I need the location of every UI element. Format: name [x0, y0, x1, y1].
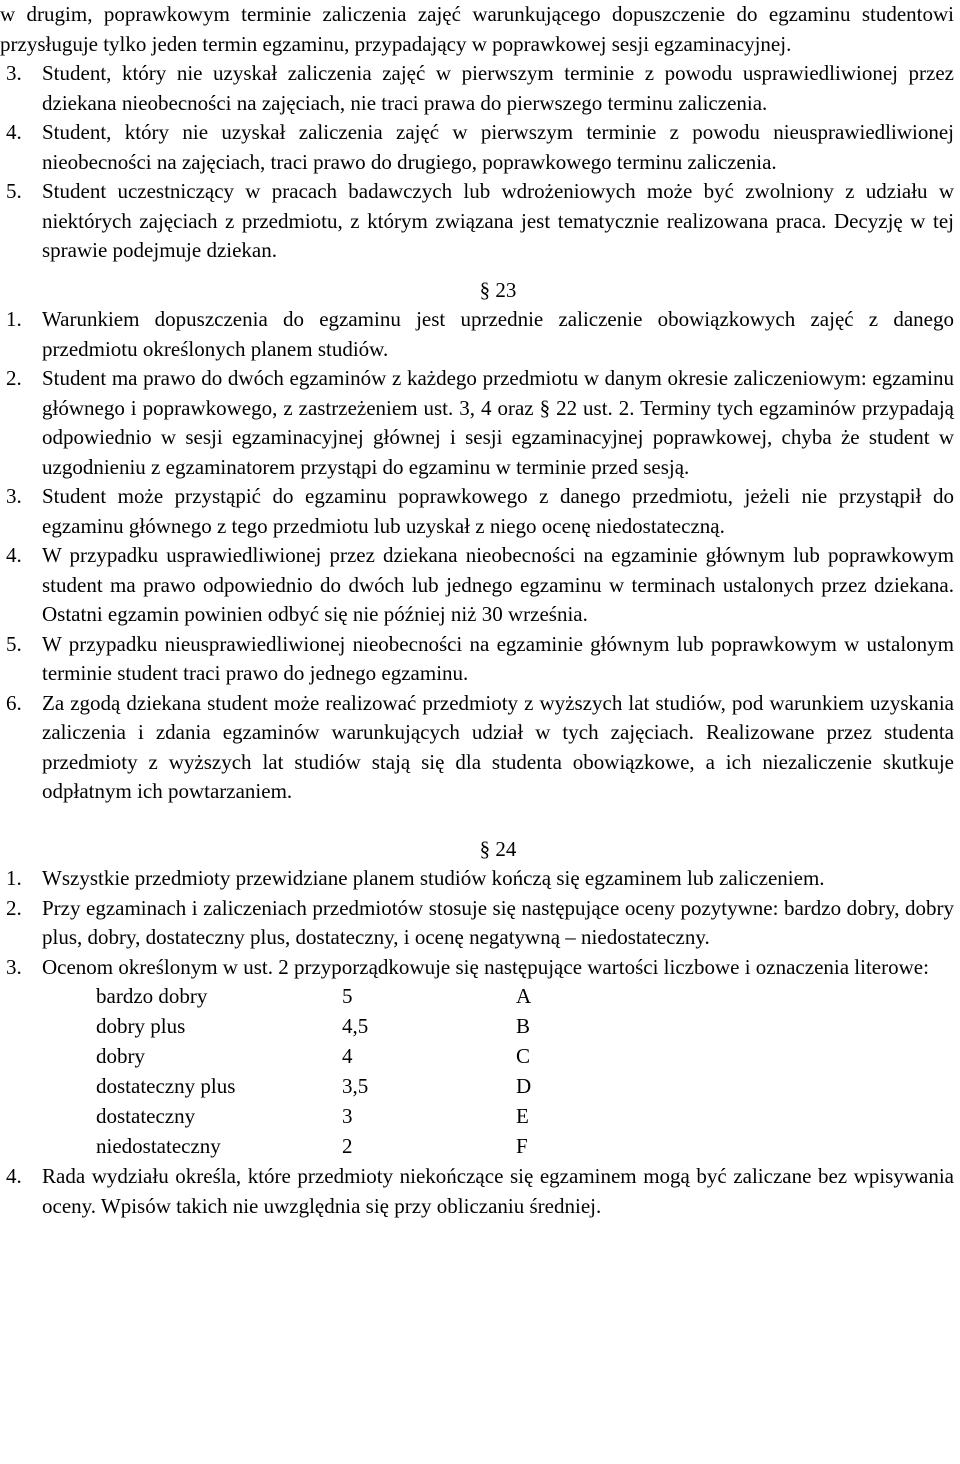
grade-name: dobry plus — [96, 1014, 186, 1038]
grade-letter: D — [516, 1074, 532, 1098]
item-number: 5. — [6, 631, 22, 656]
grade-value: 5 — [342, 984, 353, 1008]
item-text: W przypadku usprawiedliwionej przez dziekana nieobecności na egzaminie głównym lub poprawkowym student ma prawo odpowiednio do dwóch lub jednego egzaminu w terminach ustalonych przez dziekana. Ostatni egzamin powinien odbyć się nie później niż 30 września. — [42, 543, 954, 626]
list-item — [6, 1162, 954, 1221]
list-item — [6, 689, 954, 807]
item-number: 4. — [6, 120, 22, 144]
list-item — [6, 364, 954, 482]
item-text: Za zgodą dziekana student może realizować przedmioty z wyższych lat studiów, pod warunkiem uzyskania zaliczenia i zdania egzaminów warunkujących udział w tych zajęciach. Realizowane przez studenta przedmioty z wyższych lat studiów stają się dla studenta obowiązkowe, a ich niezaliczenie skutkuje odpłatnym ich powtarzaniem. — [42, 690, 954, 803]
grade-letter: F — [516, 1134, 528, 1158]
item-number: 1. — [6, 866, 22, 890]
list-item — [6, 118, 954, 177]
grade-name: bardzo dobry — [96, 984, 208, 1008]
item-text: Ocenom określonym w ust. 2 przyporządkowuje się następujące wartości liczbowe i oznaczenia literowe: — [42, 954, 929, 979]
grade-value: 4 — [342, 1044, 353, 1068]
item-text: Rada wydziału określa, które przedmioty niekończące się egzaminem mogą być zaliczane bez wpisywania oceny. Wpisów takich nie uwzględnia się przy obliczaniu średniej. — [42, 1164, 954, 1218]
item-text: Student uczestniczący w pracach badawczych lub wdrożeniowych może być zwolniony z udziału w niektórych zajęciach z przedmiotu, z którym związana jest tematycznie realizowana praca. Decyzję w tej sprawie podejmuje dziekan. — [42, 179, 954, 262]
list-item — [6, 305, 954, 364]
item-number: 5. — [6, 179, 22, 203]
item-text: Warunkiem dopuszczenia do egzaminu jest uprzednie zaliczenie obowiązkowych zajęć z danego przedmiotu określonych planem studiów. — [42, 307, 954, 361]
grade-name: dobry — [96, 1044, 145, 1068]
grade-name: niedostateczny — [96, 1134, 221, 1158]
paragraph-block-22 — [6, 59, 954, 266]
item-number: 3. — [6, 484, 22, 508]
grade-value: 4,5 — [342, 1014, 369, 1038]
list-item — [6, 177, 954, 266]
item-text: Student może przystąpić do egzaminu poprawkowego z danego przedmiotu, jeżeli nie przystąpił do egzaminu głównego z tego przedmiotu lub uzyskał z niego ocenę niedostateczną. — [42, 484, 954, 538]
item-text: Przy egzaminach i zaliczeniach przedmiotów stosuje się następujące oceny pozytywne: bardzo dobry, dobry plus, dobry, dostateczny plus, dostateczny, i ocenę negatywną – niedostateczny. — [42, 895, 954, 949]
item-text: Student ma prawo do dwóch egzaminów z każdego przedmiotu w danym okresie zaliczeniowym: egzaminu głównego i poprawkowego, z zastrzeżeniem ust. 3, 4 oraz § 22 ust. 2. Terminy tych egzaminów przypadają odpowiednio w sesji egzaminacyjnej głównej i sesji egzaminacyjnej poprawkowej, chyba że student w uzgodnieniu z egzaminatorem przystąpi do egzaminu w terminie przed sesją. — [42, 366, 954, 479]
paragraph-block-24 — [6, 864, 954, 1221]
grade-letter: E — [516, 1104, 529, 1128]
list-item — [6, 482, 954, 541]
grade-name: dostateczny plus — [96, 1074, 236, 1098]
grade-name: dostateczny — [96, 1104, 196, 1128]
item-number: 2. — [6, 895, 22, 920]
table-row — [96, 1072, 576, 1102]
item-text: Student, który nie uzyskał zaliczenia zajęć w pierwszym terminie z powodu usprawiedliwionej przez dziekana nieobecności na zajęciach, nie traci prawa do pierwszego terminu zaliczenia. — [42, 61, 954, 115]
item-number: 4. — [6, 1164, 22, 1188]
item-number: 1. — [6, 307, 22, 331]
grade-letter: B — [516, 1014, 531, 1038]
item-text: Student, który nie uzyskał zaliczenia zajęć w pierwszym terminie z powodu nieusprawiedliwionej nieobecności na zajęciach, traci prawo do drugiego, poprawkowego terminu zaliczenia. — [42, 120, 954, 174]
item-number: 4. — [6, 543, 22, 567]
grade-value: 3,5 — [342, 1074, 369, 1098]
item-number: 2. — [6, 366, 22, 390]
list-item — [6, 864, 954, 894]
list-item — [6, 630, 954, 689]
grade-table — [96, 982, 576, 1162]
list-item — [6, 59, 954, 118]
section-heading-24: § 24 — [479, 836, 517, 861]
grade-letter: C — [516, 1044, 531, 1068]
table-row — [96, 1042, 576, 1072]
table-row — [96, 1102, 576, 1132]
item-text: Wszystkie przedmioty przewidziane planem studiów kończą się egzaminem lub zaliczeniem. — [42, 866, 825, 890]
list-item — [6, 541, 954, 630]
continuation-paragraph: w drugim, poprawkowym terminie zaliczenia zajęć warunkującego dopuszczenie do egzaminu studentowi przysługuje tylko jeden termin egzaminu, przypadający w poprawkowej sesji egzaminacyjnej. — [0, 2, 954, 56]
table-row — [96, 1132, 576, 1162]
item-number: 3. — [6, 954, 22, 979]
paragraph-block-23 — [6, 305, 954, 807]
table-row — [96, 1012, 576, 1042]
item-text: W przypadku nieusprawiedliwionej nieobecności na egzaminie głównym lub poprawkowym w ustalonym terminie student traci prawo do jednego egzaminu. — [42, 631, 954, 685]
grade-letter: A — [516, 984, 532, 1008]
item-number: 6. — [6, 690, 22, 715]
table-row — [96, 982, 576, 1012]
item-number: 3. — [6, 61, 22, 85]
grade-value: 2 — [342, 1134, 353, 1158]
section-heading-23: § 23 — [479, 277, 517, 302]
list-item — [6, 894, 954, 953]
grade-value: 3 — [342, 1104, 353, 1128]
list-item — [6, 953, 954, 983]
